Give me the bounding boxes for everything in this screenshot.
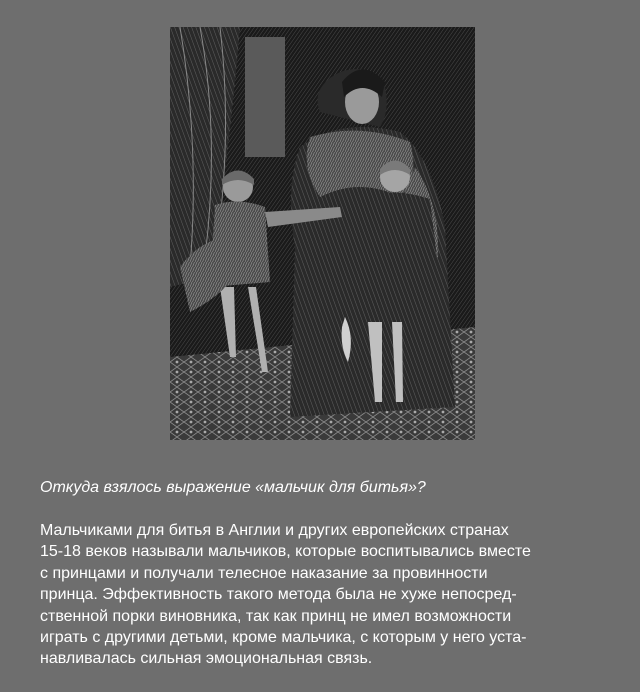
body-line: Мальчиками для битья в Англии и других европейских странах — [40, 522, 509, 539]
body-line: ственной порки виновника, так как принц не имел возможности — [40, 607, 512, 625]
engraving-woman-two-boys-illustration — [170, 27, 475, 440]
body-line: 15-18 веков называли мальчиков, которые воспитывались вместе — [40, 543, 531, 561]
body-line: навливалась сильная эмоциональная связь. — [40, 650, 373, 668]
engraving-illustration — [170, 27, 475, 440]
body-line: играть с другими детьми, кроме мальчика, с которым у него уста- — [40, 629, 527, 647]
body-paragraph — [40, 520, 620, 670]
question-heading: Откуда взялось выражение «мальчик для битья»? — [40, 479, 426, 496]
body-line: с принцами и получали телесное наказание за провинности — [40, 564, 488, 582]
body-line: принца. Эффективность такого метода была не хуже непосред- — [40, 586, 517, 604]
